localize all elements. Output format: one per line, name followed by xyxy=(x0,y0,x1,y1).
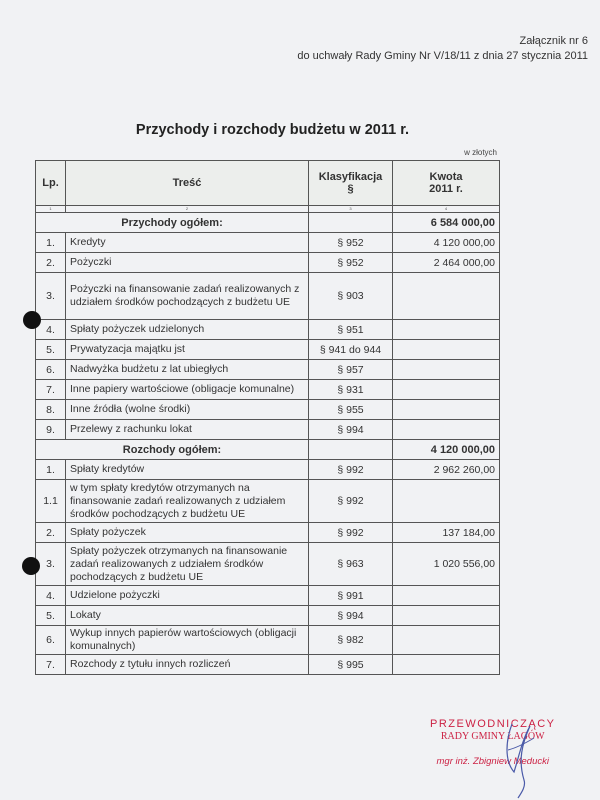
punch-hole xyxy=(23,311,41,329)
income-row xyxy=(36,253,500,273)
row-description: Inne papiery wartościowe (obligacje komunalne) xyxy=(66,380,309,400)
row-amount xyxy=(393,360,500,380)
punch-hole xyxy=(22,557,40,575)
row-amount xyxy=(393,273,500,320)
row-amount: 137 184,00 xyxy=(393,523,500,543)
row-description: Nadwyżka budżetu z lat ubiegłych xyxy=(66,360,309,380)
income-row xyxy=(36,400,500,420)
row-classification: § 995 xyxy=(309,655,393,675)
row-amount xyxy=(393,420,500,440)
row-description: Spłaty pożyczek xyxy=(66,523,309,543)
income-total-label: Przychody ogółem: xyxy=(36,213,309,233)
column-number: 3 xyxy=(309,206,393,213)
row-amount xyxy=(393,606,500,626)
row-amount: 2 962 260,00 xyxy=(393,460,500,480)
row-classification: § 903 xyxy=(309,273,393,320)
row-lp: 7. xyxy=(36,655,66,675)
row-classification: § 992 xyxy=(309,460,393,480)
expenses-section xyxy=(36,440,500,675)
income-row xyxy=(36,340,500,360)
income-row xyxy=(36,380,500,400)
row-amount: 4 120 000,00 xyxy=(393,233,500,253)
income-total-amount: 6 584 000,00 xyxy=(393,213,500,233)
row-description: Udzielone pożyczki xyxy=(66,586,309,606)
document-title: Przychody i rozchody budżetu w 2011 r. xyxy=(135,122,410,138)
row-description: Wykup innych papierów wartościowych (obligacji komunalnych) xyxy=(66,626,309,655)
row-lp: 6. xyxy=(36,626,66,655)
expense-row xyxy=(36,626,500,655)
expense-row xyxy=(36,460,500,480)
row-amount xyxy=(393,400,500,420)
row-lp: 3. xyxy=(36,543,66,586)
row-classification: § 994 xyxy=(309,420,393,440)
row-lp: 2. xyxy=(36,523,66,543)
row-amount xyxy=(393,380,500,400)
row-classification: § 952 xyxy=(309,233,393,253)
header-klasyfikacja-label: Klasyfikacja xyxy=(318,171,383,183)
row-description: Lokaty xyxy=(66,606,309,626)
row-lp: 4. xyxy=(36,320,66,340)
row-lp: 8. xyxy=(36,400,66,420)
row-description: w tym spłaty kredytów otrzymanych na finansowanie zadań realizowanych z udziałem środków pochodzących z budżetu UE xyxy=(66,480,309,523)
expense-row xyxy=(36,586,500,606)
row-description: Spłaty pożyczek udzielonych xyxy=(66,320,309,340)
expense-row xyxy=(36,655,500,675)
expenses-total-amount: 4 120 000,00 xyxy=(393,440,500,460)
row-classification: § 955 xyxy=(309,400,393,420)
expenses-total-klas xyxy=(309,440,393,460)
budget-table xyxy=(35,160,500,675)
row-description: Pożyczki xyxy=(66,253,309,273)
expense-row xyxy=(36,606,500,626)
row-lp: 6. xyxy=(36,360,66,380)
resolution-reference: do uchwały Rady Gminy Nr V/18/11 z dnia 27 stycznia 2011 xyxy=(297,50,588,62)
row-classification: § 951 xyxy=(309,320,393,340)
income-total-klas xyxy=(309,213,393,233)
row-classification: § 994 xyxy=(309,606,393,626)
income-row xyxy=(36,360,500,380)
row-lp: 1.1 xyxy=(36,480,66,523)
row-amount xyxy=(393,320,500,340)
header-tresc: Treść xyxy=(66,161,309,206)
row-lp: 5. xyxy=(36,606,66,626)
unit-note: w złotych xyxy=(464,148,497,157)
row-classification: § 992 xyxy=(309,523,393,543)
row-amount: 2 464 000,00 xyxy=(393,253,500,273)
row-classification: § 941 do 944 xyxy=(309,340,393,360)
row-description: Kredyty xyxy=(66,233,309,253)
row-description: Inne źródła (wolne środki) xyxy=(66,400,309,420)
column-number-row xyxy=(36,206,500,213)
table-header-row xyxy=(36,161,500,206)
row-lp: 4. xyxy=(36,586,66,606)
stamp-council: RADY GMINY ŁAGÓW xyxy=(440,731,545,742)
row-lp: 7. xyxy=(36,380,66,400)
header-klasyfikacja xyxy=(309,161,393,206)
attachment-number: Załącznik nr 6 xyxy=(519,35,588,47)
header-klasyfikacja-symbol: § xyxy=(347,183,354,195)
income-section xyxy=(36,213,500,440)
header-kwota xyxy=(393,161,500,206)
row-amount: 1 020 556,00 xyxy=(393,543,500,586)
header-kwota-label: Kwota xyxy=(429,171,463,183)
row-amount xyxy=(393,480,500,523)
expense-row xyxy=(36,523,500,543)
row-classification: § 931 xyxy=(309,380,393,400)
income-total-row xyxy=(36,213,500,233)
row-amount xyxy=(393,626,500,655)
income-row xyxy=(36,273,500,320)
header-kwota-year: 2011 r. xyxy=(429,183,463,195)
signature-icon xyxy=(500,720,540,800)
row-lp: 2. xyxy=(36,253,66,273)
column-number: 4 xyxy=(393,206,500,213)
row-description: Spłaty pożyczek otrzymanych na finansowanie zadań realizowanych z udziałem środków pochodzących z budżetu UE xyxy=(66,543,309,586)
expenses-total-label: Rozchody ogółem: xyxy=(36,440,309,460)
row-description: Przelewy z rachunku lokat xyxy=(66,420,309,440)
income-row xyxy=(36,420,500,440)
stamp-name: mgr inż. Zbigniew Meducki xyxy=(436,756,549,767)
row-description: Rozchody z tytułu innych rozliczeń xyxy=(66,655,309,675)
stamp-title: PRZEWODNICZĄCY xyxy=(430,718,556,730)
row-amount xyxy=(393,586,500,606)
income-row xyxy=(36,320,500,340)
row-classification: § 992 xyxy=(309,480,393,523)
expense-row xyxy=(36,543,500,586)
row-description: Pożyczki na finansowanie zadań realizowanych z udziałem środków pochodzących z budżetu UE xyxy=(66,273,309,320)
income-row xyxy=(36,233,500,253)
column-number: 1 xyxy=(36,206,66,213)
row-description: Spłaty kredytów xyxy=(66,460,309,480)
row-classification: § 963 xyxy=(309,543,393,586)
expenses-total-row xyxy=(36,440,500,460)
row-description: Prywatyzacja majątku jst xyxy=(66,340,309,360)
row-lp: 1. xyxy=(36,460,66,480)
attachment-header xyxy=(297,34,588,64)
row-classification: § 982 xyxy=(309,626,393,655)
expense-row xyxy=(36,480,500,523)
row-lp: 1. xyxy=(36,233,66,253)
row-classification: § 952 xyxy=(309,253,393,273)
header-lp: Lp. xyxy=(36,161,66,206)
row-amount xyxy=(393,655,500,675)
column-number: 2 xyxy=(66,206,309,213)
row-lp: 5. xyxy=(36,340,66,360)
row-amount xyxy=(393,340,500,360)
row-lp: 3. xyxy=(36,273,66,320)
row-classification: § 991 xyxy=(309,586,393,606)
row-classification: § 957 xyxy=(309,360,393,380)
row-lp: 9. xyxy=(36,420,66,440)
